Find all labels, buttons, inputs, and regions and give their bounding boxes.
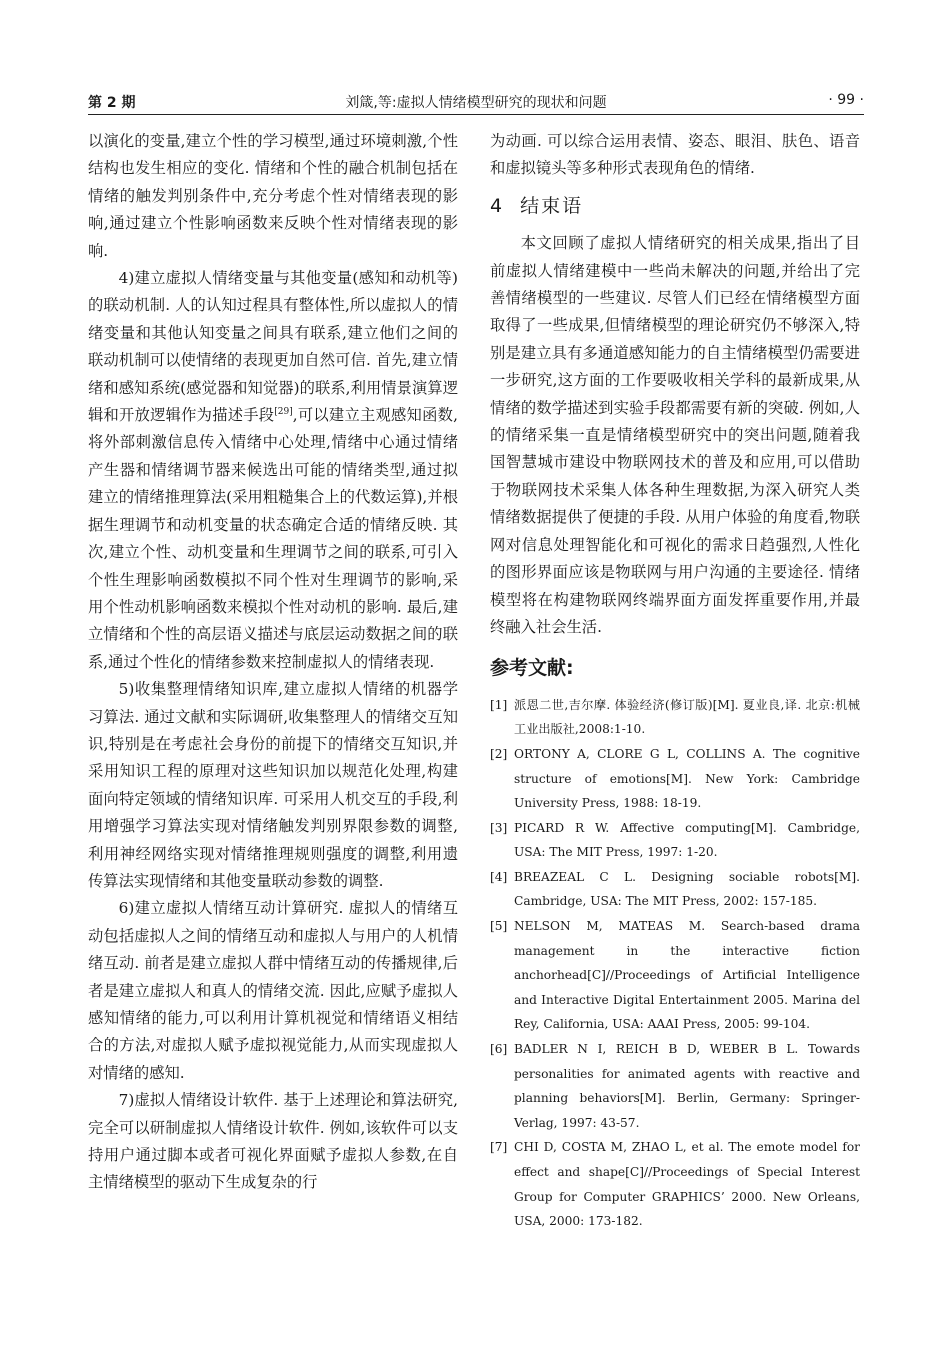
paragraph-continued-right: 为动画. 可以综合运用表情、姿态、眼泪、肤色、语音和虚拟镜头等多种形式表现角色的情绪.: [490, 132, 860, 178]
reference-text: BREAZEAL C L. Designing sociable robots[M]. Cambridge, USA: The MIT Press, 2002: 157-185.: [514, 869, 860, 909]
paragraph-item-4-part-a: 4)建立虚拟人情绪变量与其他变量(感知和动机等)的联动机制. 人的认知过程具有整体性,所以虚拟人的情绪变量和其他认知变量之间具有联系,建立他们之间的联动机制可以使情绪的表现更加自然可信. 首先,建立情绪和感知系统(感觉器和知觉器)的联系,利用情景演算逻辑和开放逻辑作为描述手段: [88, 269, 458, 425]
reference-label: [3]: [490, 820, 508, 835]
section-title: 结束语: [520, 194, 584, 217]
reference-label: [4]: [490, 869, 508, 884]
right-column: [490, 128, 860, 1234]
paragraph-item-4-part-b: ,可以建立主观感知函数,将外部刺激信息传入情绪中心处理,情绪中心通过情绪产生器和情绪调节器来候选出可能的情绪类型,通过拟建立的情绪推理算法(采用粗糙集合上的代数运算),并根据生理调节和动机变量的状态确定合适的情绪反映. 其次,建立个性、动机变量和生理调节之间的联系,可引入个性生理影响函数模拟不同个性对生理调节的影响,采用个性动机影响函数来模拟个性对动机的影响. 最后,建立情绪和个性的高层语义描述与底层运动数据之间的联系,通过个性化的情绪参数来控制虚拟人的情绪表现.: [88, 406, 458, 671]
issue-label: 第 2 期: [88, 95, 136, 111]
reference-item: [490, 816, 860, 865]
reference-item: [490, 1135, 860, 1233]
reference-text: BADLER N I, REICH B D, WEBER B L. Towards personalities for animated agents with reactive and planning behaviors[M]. Berlin, Germany: Springer-Verlag, 1997: 43-57.: [514, 1042, 860, 1130]
reference-item: [490, 914, 860, 1037]
paragraph-continued: 以演化的变量,建立个性的学习模型,通过环境刺激,个性结构也发生相应的变化. 情绪和个性的融合机制包括在情绪的触发判别条件中,充分考虑个性对情绪表现的影响,通过建立个性影响函数来反映个性对情绪表现的影响.: [88, 132, 458, 260]
reference-label: [2]: [490, 746, 508, 761]
reference-text: NELSON M, MATEAS M. Search-based drama management in the interactive fiction anchorhead[C]//Proceedings of Artificial Intelligence and Interactive Digital Entertainment 2005. Marina del Rey, California, USA: AAAI Press, 2005: 99-104.: [514, 919, 860, 1032]
reference-label: [6]: [490, 1042, 508, 1057]
reference-text: CHI D, COSTA M, ZHAO L, et al. The emote model for effect and shape[C]//Proceedings of Special Interest Group for Computer GRAPHICS’ 2000. New Orleans, USA, 2000: 173-182.: [514, 1140, 860, 1229]
section-heading: [490, 193, 860, 220]
reference-item: [490, 693, 860, 742]
reference-text: 派恩二世,吉尔摩. 体验经济(修订版)[M]. 夏业良,译. 北京:机械工业出版社,2008:1-10.: [514, 697, 860, 737]
reference-item: [490, 742, 860, 816]
paragraph-item-5: 5)收集整理情绪知识库,建立虚拟人情绪的机器学习算法. 通过文献和实际调研,收集整理人的情绪交互知识,特别是在考虑社会身份的前提下的情绪交互知识,并采用知识工程的原理对这些知识加以规范化处理,构建面向特定领域的情绪知识库. 可采用人机交互的手段,利用增强学习算法实现对情绪触发判别界限参数的调整,利用神经网络实现对情绪推理规则强度的调整,利用遗传算法实现情绪和其他变量联动参数的调整.: [88, 680, 458, 890]
paragraph-item-7: 7)虚拟人情绪设计软件. 基于上述理论和算法研究,完全可以研制虚拟人情绪设计软件. 例如,该软件可以支持用户通过脚本或者可视化界面赋予虚拟人参数,在自主情绪模型的驱动下生成复杂的行: [88, 1091, 458, 1192]
left-column: [88, 128, 458, 1197]
reference-label: [7]: [490, 1140, 508, 1155]
reference-label: [1]: [490, 697, 508, 712]
paragraph-item-6: 6)建立虚拟人情绪互动计算研究. 虚拟人的情绪互动包括虚拟人之间的情绪互动和虚拟人与用户的人机情绪互动. 前者是建立虚拟人群中情绪互动的传播规律,后者是建立虚拟人和真人的情绪交流. 因此,应赋予虚拟人感知情绪的能力,可以利用计算机视觉和情绪语义相结合的方法,对虚拟人赋予虚拟视觉能力,从而实现虚拟人对情绪的感知.: [88, 899, 458, 1082]
citation-29: [29]: [274, 406, 293, 417]
conclusion-paragraph: 本文回顾了虚拟人情绪研究的相关成果,指出了目前虚拟人情绪建模中一些尚未解决的问题,并给出了完善情绪模型的一些建议. 尽管人们已经在情绪模型方面取得了一些成果,但情绪模型的理论研究仍不够深入,特别是建立具有多通道感知能力的自主情绪模型仍需要进一步研究,这方面的工作要吸收相关学科的最新成果,从情绪的数学描述到实验手段都需要有新的突破. 例如,人的情绪采集一直是情绪模型研究中的突出问题,随着我国智慧城市建设中物联网技术的普及和应用,可以借助于物联网技术采集人体各种生理数据,为深入研究人类情绪数据提供了便捷的手段. 从用户体验的角度看,物联网对信息处理智能化和可视化的需求日趋强烈,人性化的图形界面应该是物联网与用户沟通的主要途径. 情绪模型将在构建物联网终端界面方面发挥重要作用,并最终融入社会生活.: [490, 234, 860, 636]
header-rule: [88, 114, 864, 115]
reference-text: PICARD R W. Affective computing[M]. Cambridge, USA: The MIT Press, 1997: 1-20.: [514, 820, 860, 860]
reference-text: ORTONY A, CLORE G L, COLLINS A. The cognitive structure of emotions[M]. New York: Cambridge University Press, 1988: 18-19.: [514, 746, 860, 811]
reference-item: [490, 1037, 860, 1135]
reference-item: [490, 865, 860, 914]
references-heading: 参考文献:: [490, 657, 574, 680]
page-header: [88, 88, 864, 114]
running-title: 刘箴,等:虚拟人情绪模型研究的现状和问题: [345, 95, 607, 111]
reference-label: [5]: [490, 919, 508, 934]
references-list: [490, 693, 860, 1234]
page-number: · 99 ·: [828, 92, 864, 108]
section-number: 4: [490, 194, 505, 217]
paragraph-item-4: [88, 265, 458, 676]
